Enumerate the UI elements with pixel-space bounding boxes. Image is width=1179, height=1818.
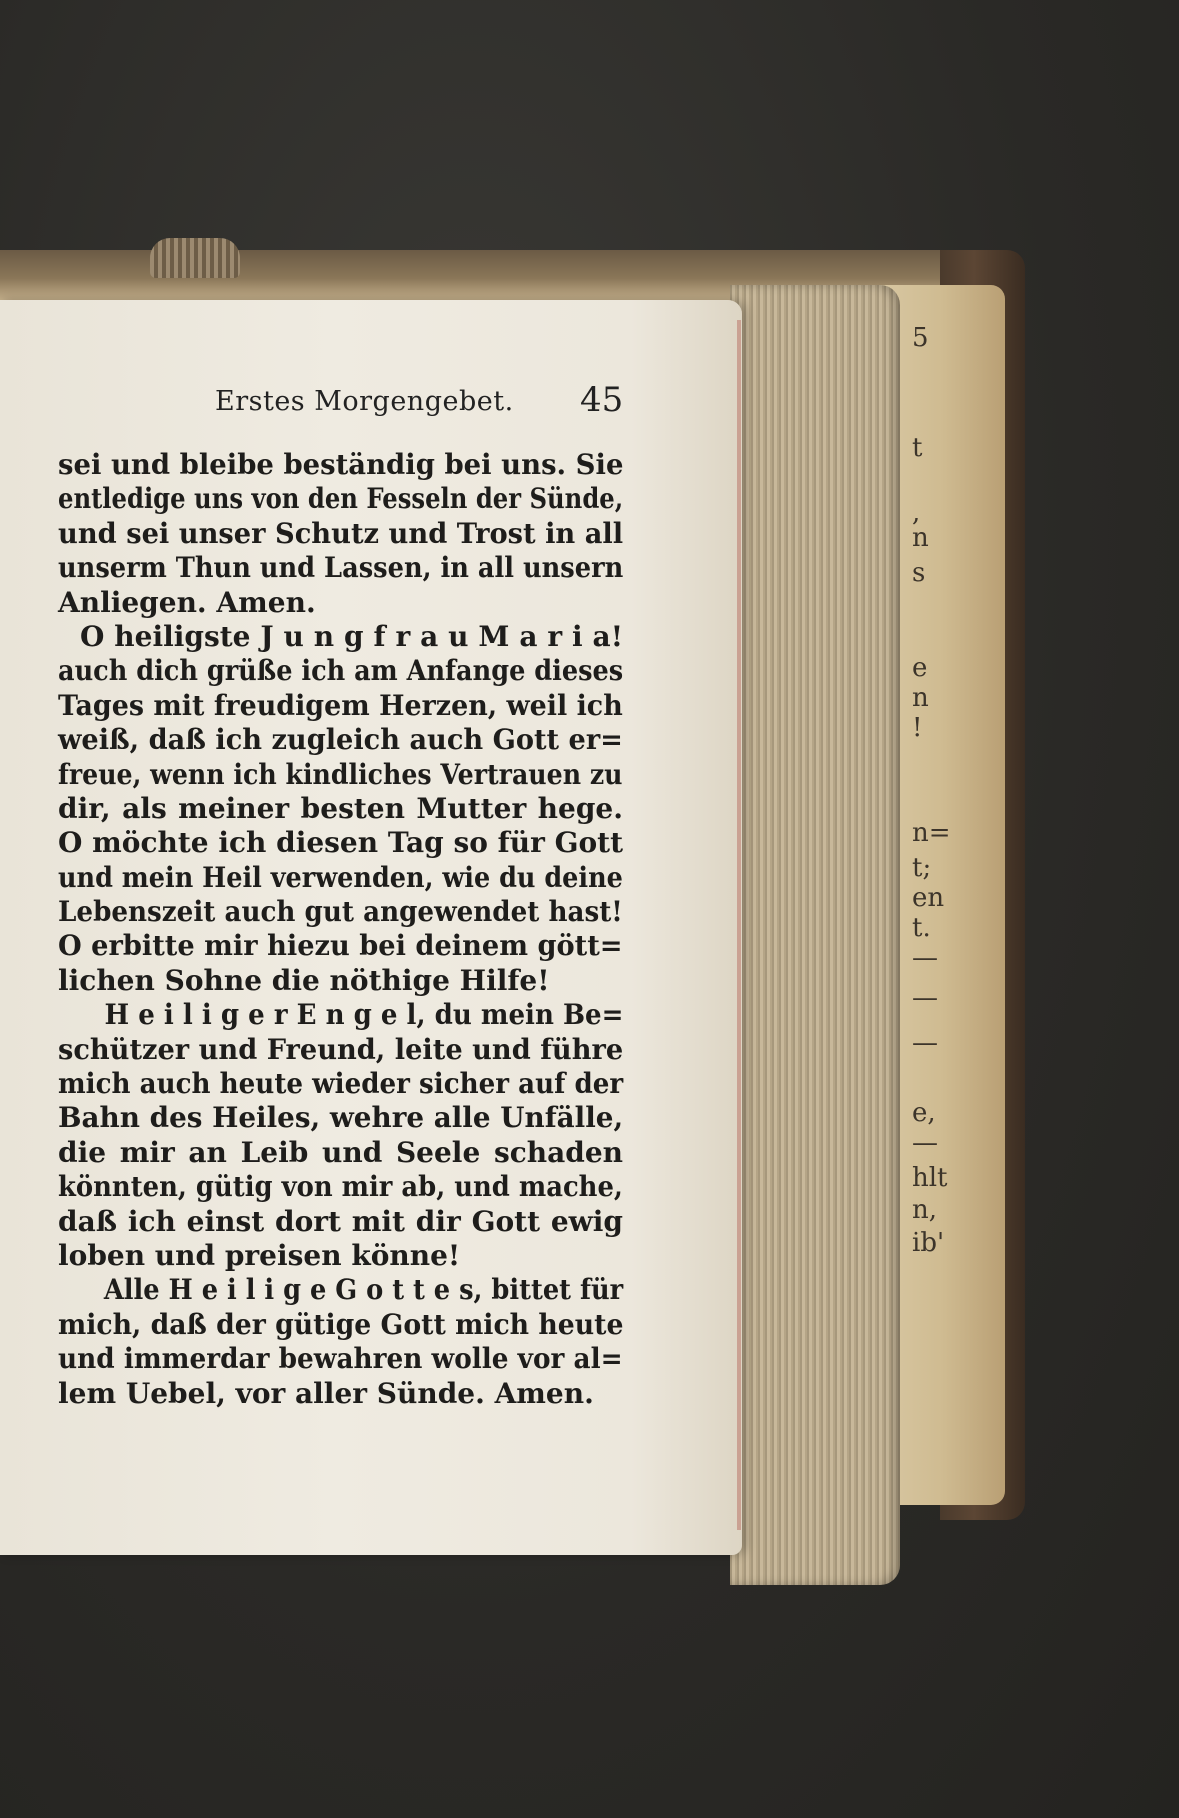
text-line: sei und bleibe beständig bei uns. Sie	[58, 448, 624, 481]
text-line: schützer und Freund, leite und führe	[58, 1032, 624, 1066]
text-line: entledige uns von den Fesseln der Sünde,	[58, 482, 624, 516]
text-line: Anliegen. Amen.	[58, 585, 316, 619]
bookmark-cord	[150, 238, 240, 278]
text-line: Lebenszeit auch gut angewendet hast!	[58, 895, 623, 929]
text-line: unserm Thun und Lassen, in all unsern	[58, 551, 624, 585]
next-page-fragment: e,	[912, 1098, 936, 1128]
text-line: O erbitte mir hiezu bei deinem gött=	[58, 929, 623, 963]
text-line: loben und preisen könne!	[58, 1238, 461, 1272]
next-page-fragment: n,	[912, 1195, 938, 1225]
page-text	[58, 448, 623, 1411]
next-page-fragment: n	[912, 683, 929, 713]
next-page-fragment: en	[912, 883, 945, 913]
next-page-fragment: ib'	[912, 1228, 945, 1258]
text-line: mich auch heute wieder sicher auf der	[58, 1067, 624, 1101]
next-page-fragment: —	[912, 1028, 938, 1058]
text-line: lem Uebel, vor aller Sünde. Amen.	[58, 1376, 594, 1410]
page-block-fore-edge	[730, 285, 900, 1585]
text-line: dir, als meiner besten Mutter hege.	[58, 791, 623, 825]
text-line: H e i l i g e r E n g e l, du mein Be=	[104, 998, 624, 1032]
page-red-edge	[737, 320, 741, 1530]
running-head: Erstes Morgengebet.	[215, 386, 514, 417]
next-page-fragment: n=	[912, 818, 951, 848]
text-line: könnten, gütig von mir ab, und mache,	[58, 1170, 623, 1204]
next-page-fragment: hlt	[912, 1163, 948, 1193]
text-line: daß ich einst dort mit dir Gott ewig	[58, 1204, 623, 1238]
text-line: und sei unser Schutz und Trost in all	[58, 516, 624, 550]
text-line: O möchte ich diesen Tag so für Gott	[58, 826, 624, 860]
text-line: weiß, daß ich zugleich auch Gott er=	[58, 723, 623, 757]
text-line: freue, wenn ich kindliches Vertrauen zu	[58, 757, 623, 791]
next-page-fragment: —	[912, 943, 938, 973]
next-page-fragment: n	[912, 523, 929, 553]
next-page-fragment: t	[912, 433, 923, 463]
text-line: lichen Sohne die nöthige Hilfe!	[58, 963, 550, 997]
text-line: O heiligste J u n g f r a u M a r i a!	[80, 619, 623, 653]
next-page-fragment: ,	[912, 498, 921, 528]
text-line: die mir an Leib und Seele schaden	[58, 1135, 623, 1169]
text-line: auch dich grüße ich am Anfange dieses	[58, 654, 624, 688]
text-line: Bahn des Heiles, wehre alle Unfälle,	[58, 1101, 624, 1135]
next-page-fragment: —	[912, 983, 938, 1013]
page-number: 45	[580, 380, 624, 420]
next-page-fragment: 5	[912, 323, 929, 353]
next-page-fragment: —	[912, 1128, 938, 1158]
next-page-fragment: e	[912, 653, 928, 683]
text-line: mich, daß der gütige Gott mich heute	[58, 1307, 624, 1341]
next-page-fragment: s	[912, 558, 926, 588]
next-page-fragment: t;	[912, 853, 932, 883]
text-line: und mein Heil verwenden, wie du deine	[58, 860, 623, 894]
text-line: Tages mit freudigem Herzen, weil ich	[58, 688, 623, 722]
text-line: Alle H e i l i g e G o t t e s, bittet für	[103, 1273, 624, 1307]
next-page-fragment: !	[912, 713, 923, 743]
next-page-fragment: t.	[912, 913, 931, 943]
text-line: und immerdar bewahren wolle vor al=	[58, 1342, 623, 1376]
